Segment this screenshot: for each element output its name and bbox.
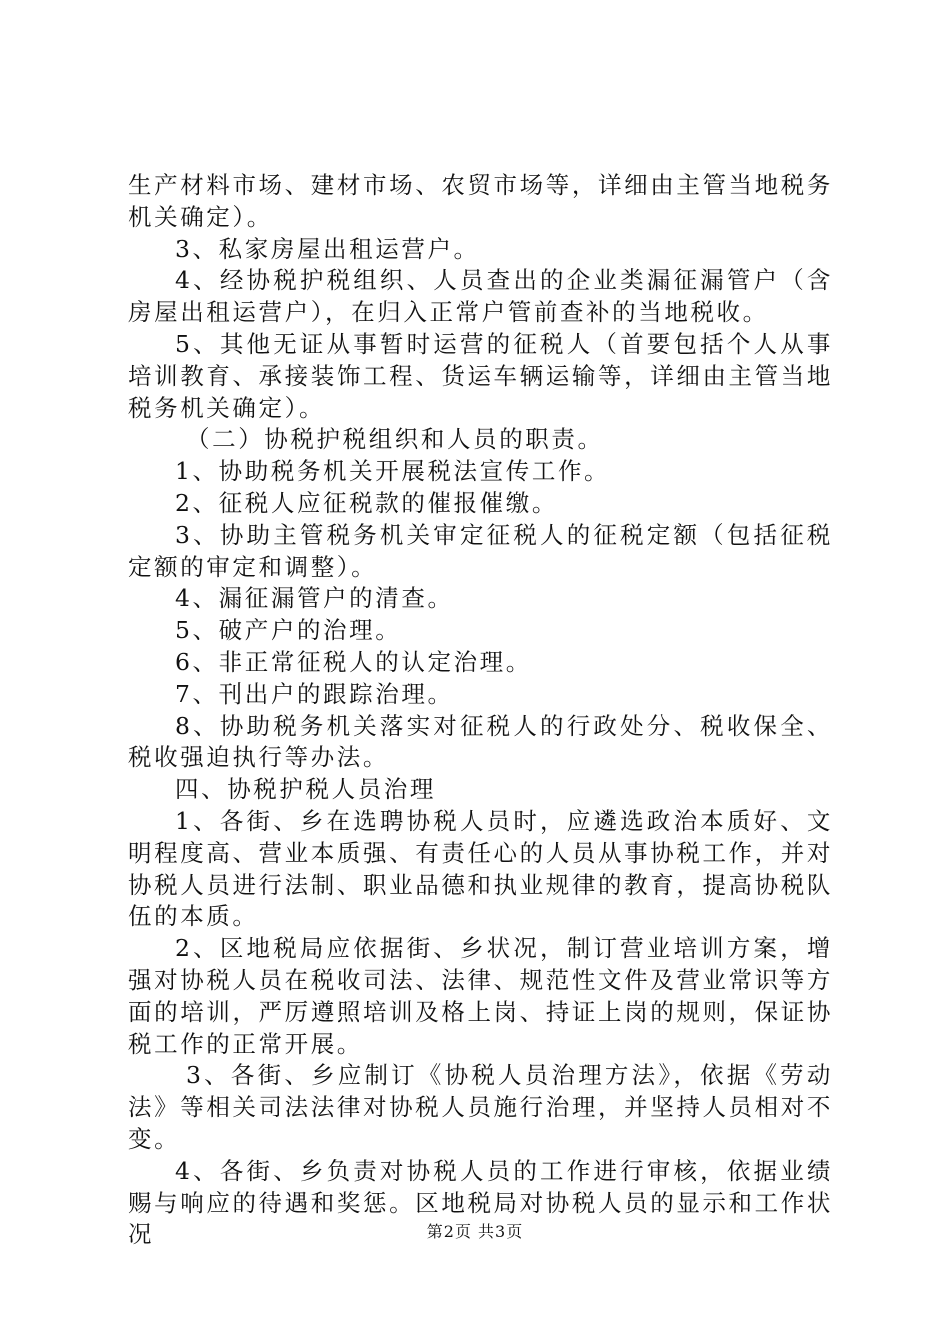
duty-item-1: 1、协助税务机关开展税法宣传工作。 <box>175 457 611 486</box>
duty-item-6: 6、非正常征税人的认定治理。 <box>175 647 532 676</box>
document-body <box>128 170 833 1251</box>
duty-item-7: 7、刊出户的跟踪治理。 <box>175 679 454 708</box>
paragraph-item-4: 4、经协税护税组织、人员查出的企业类漏征漏管户（含房屋出租运营户），在归入正常户管前查补的当地税收。 <box>128 266 833 327</box>
paragraph-continuation: 生产材料市场、建材市场、农贸市场等，详细由主管当地税务机关确定）。 <box>128 171 833 231</box>
duty-item-3: 3、协助主管税务机关审定征税人的征税定额（包括征税定额的审定和调整）。 <box>128 520 833 581</box>
personnel-item-4: 4、各街、乡负责对协税人员的工作进行审核，依据业绩赐与响应的待遇和奖惩。区地税局对协税人员的显示和工作状况 <box>128 1156 833 1249</box>
personnel-item-1: 1、各街、乡在选聘协税人员时，应遴选政治本质好、文明程度高、营业本质强、有责任心的人员从事协税工作，并对协税人员进行法制、职业品德和执业规律的教育，提高协税队伍的本质。 <box>128 806 833 931</box>
paragraph-item-5: 5、其他无证从事暂时运营的征税人（首要包括个人从事培训教育、承接装饰工程、货运车辆运输等，详细由主管当地税务机关确定）。 <box>128 329 833 422</box>
section-heading-personnel: 四、协税护税人员治理 <box>175 775 436 804</box>
duty-item-5: 5、破产户的治理。 <box>175 616 402 645</box>
duty-item-8: 8、协助税务机关落实对征税人的行政处分、税收保全、税收强迫执行等办法。 <box>128 711 833 772</box>
duty-item-2: 2、征税人应征税款的催报催缴。 <box>175 488 558 517</box>
personnel-item-2: 2、区地税局应依据街、乡状况，制订营业培训方案，增强对协税人员在税收司法、法律、规范性文件及营业常识等方面的培训，严厉遵照培训及格上岗、持证上岗的规则，保证协税工作的正常开展。 <box>128 934 833 1058</box>
section-heading-duties: （二）协税护税组织和人员的职责。 <box>186 425 604 454</box>
duty-item-4: 4、漏征漏管户的清查。 <box>175 584 454 613</box>
personnel-item-3: 3、各街、乡应制订《协税人员治理方法》，依据《劳动法》等相关司法法律对协税人员施行治理，并坚持人员相对不变。 <box>128 1061 833 1153</box>
page-number-footer: 第2页 共3页 <box>426 1222 524 1241</box>
paragraph-item-3: 3、私家房屋出租运营户。 <box>175 234 480 263</box>
